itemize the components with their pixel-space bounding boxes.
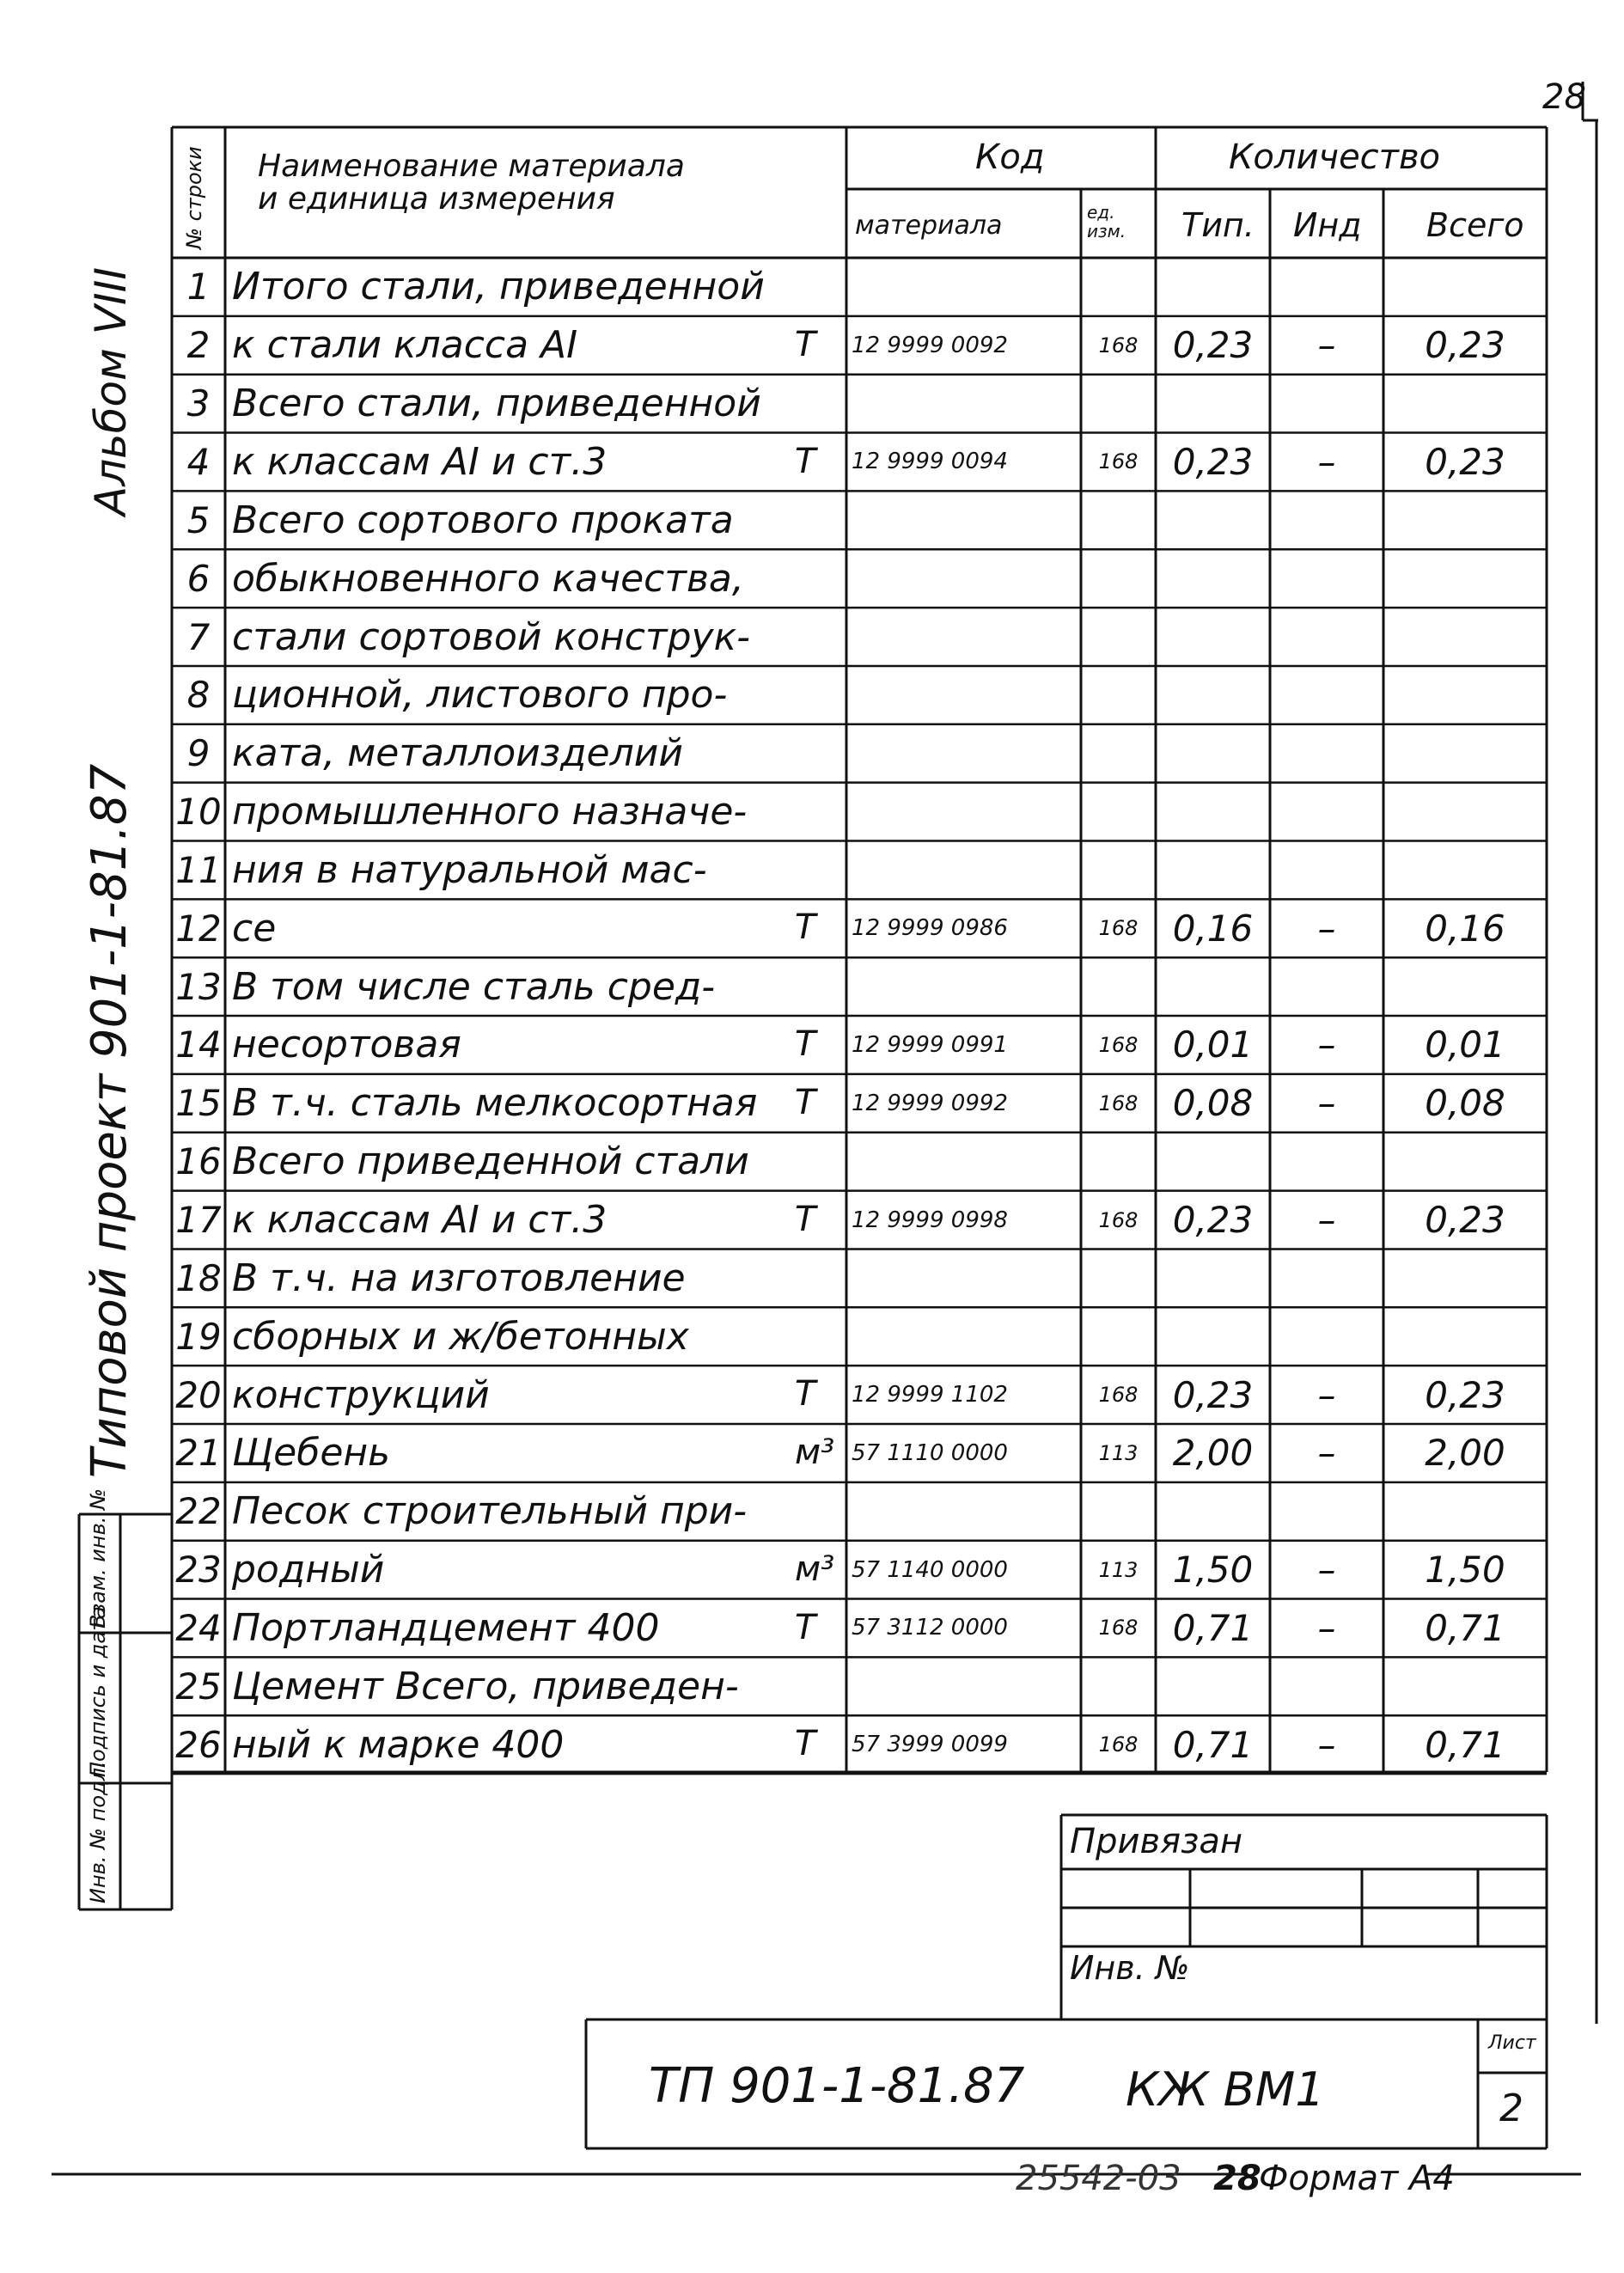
qty-total [1383, 724, 1547, 783]
material-name: конструкций [232, 1372, 490, 1417]
unit-code [1081, 724, 1156, 783]
row-number: 25 [175, 1665, 222, 1708]
material-name: к классам АI и ст.3 [232, 439, 607, 484]
qty-ind [1270, 841, 1383, 900]
qty-ind: – [1317, 1723, 1336, 1766]
row-number: 24 [175, 1606, 222, 1649]
qty-ind [1270, 957, 1383, 1016]
qty-ind: – [1317, 1373, 1336, 1416]
qty-ind [1270, 1133, 1383, 1191]
material-name: к стали класса АI [232, 323, 578, 368]
qty-ind [1270, 1482, 1383, 1541]
material-code [846, 957, 1086, 1016]
qty-total: 0,23 [1425, 1373, 1505, 1416]
unit-of-measure: Т [795, 1724, 816, 1764]
qty-total [1383, 1482, 1547, 1541]
unit-code [1081, 1657, 1156, 1715]
qty-ind [1270, 1657, 1383, 1715]
page-copy-number: 28 [1213, 2159, 1261, 2198]
material-name: стали сортовой конструк- [232, 614, 751, 659]
unit-of-measure: м³ [795, 1549, 835, 1589]
material-code: 57 1110 0000 [852, 1439, 1008, 1466]
material-code: 12 9999 0998 [852, 1207, 1008, 1233]
unit-code [1081, 258, 1156, 316]
material-code: 57 3999 0099 [852, 1732, 1008, 1758]
row-number: 11 [175, 848, 222, 891]
material-code [846, 1482, 1086, 1541]
qty-typ [1156, 841, 1270, 900]
material-code: 12 9999 0991 [852, 1031, 1008, 1058]
qty-typ [1156, 1307, 1270, 1366]
material-name: родный [232, 1548, 385, 1592]
material-name: Всего стали, приведенной [232, 382, 761, 426]
row-number: 23 [175, 1549, 222, 1592]
qty-total: 0,71 [1425, 1606, 1505, 1649]
qty-typ: 0,23 [1172, 440, 1254, 483]
row-number: 3 [186, 382, 211, 425]
unit-code [1081, 783, 1156, 841]
material-code [846, 375, 1086, 433]
row-number: 1 [186, 266, 211, 309]
qty-total [1383, 258, 1547, 316]
material-code: 12 9999 0986 [852, 915, 1008, 942]
qty-ind [1270, 724, 1383, 783]
qty-total [1383, 549, 1547, 608]
qty-ind [1270, 491, 1383, 549]
qty-total [1383, 1307, 1547, 1366]
qty-ind: – [1317, 1432, 1336, 1475]
qty-total: 1,50 [1425, 1549, 1505, 1592]
qty-typ: 0,16 [1172, 907, 1254, 950]
qty-total: 0,23 [1425, 440, 1505, 483]
unit-code [1081, 1307, 1156, 1366]
material-name: сборных и ж/бетонных [232, 1314, 689, 1359]
unit-code [1081, 1133, 1156, 1191]
material-code [846, 666, 1086, 724]
sheet-number: 2 [1499, 2087, 1523, 2130]
unit-code [1081, 841, 1156, 900]
row-number: 13 [175, 965, 222, 1008]
material-name: В т.ч. сталь мелкосортная [232, 1081, 758, 1126]
qty-typ [1156, 549, 1270, 608]
unit-of-measure: Т [795, 1082, 816, 1122]
unit-of-measure: Т [795, 441, 816, 481]
qty-ind: – [1317, 1199, 1336, 1242]
material-name: ния в натуральной мас- [232, 847, 707, 892]
qty-typ [1156, 666, 1270, 724]
header-name: Наименование материала и единица измерения [258, 149, 685, 217]
qty-typ [1156, 1249, 1270, 1307]
unit-code: 168 [1098, 916, 1139, 941]
qty-typ: 0,08 [1172, 1082, 1254, 1125]
stamp-label-replace: Взам. инв. № [86, 1488, 110, 1628]
row-number: 14 [175, 1023, 222, 1066]
unit-code [1081, 549, 1156, 608]
qty-typ [1156, 375, 1270, 433]
format-label: Формат А4 [1259, 2159, 1455, 2198]
material-name: Портландцемент 400 [232, 1605, 660, 1650]
qty-total: 2,00 [1425, 1432, 1505, 1475]
unit-of-measure: Т [795, 324, 816, 364]
qty-typ: 1,50 [1172, 1549, 1254, 1592]
material-code [846, 783, 1086, 841]
qty-typ: 0,23 [1172, 1199, 1254, 1242]
qty-typ: 0,71 [1172, 1606, 1254, 1649]
material-name: В том числе сталь сред- [232, 964, 716, 1009]
row-number: 17 [175, 1199, 222, 1242]
material-code [846, 724, 1086, 783]
qty-typ: 0,01 [1172, 1023, 1254, 1066]
material-code: 57 1140 0000 [852, 1556, 1008, 1583]
row-number: 9 [186, 732, 211, 775]
material-code: 12 9999 1102 [852, 1382, 1008, 1408]
archive-number: 25542-03 [1016, 2159, 1181, 2198]
row-number: 10 [175, 791, 222, 834]
qty-typ [1156, 724, 1270, 783]
qty-total [1383, 1133, 1547, 1191]
unit-code [1081, 491, 1156, 549]
sheet-label: Лист [1488, 2032, 1536, 2054]
qty-ind: – [1317, 1023, 1336, 1066]
material-name: Итого стали, приведенной [232, 265, 765, 309]
qty-total: 0,01 [1425, 1023, 1505, 1066]
unit-code: 168 [1098, 1091, 1139, 1115]
row-number: 18 [175, 1256, 222, 1299]
qty-ind [1270, 549, 1383, 608]
qty-total [1383, 666, 1547, 724]
qty-ind: – [1317, 440, 1336, 483]
row-number: 4 [186, 440, 211, 483]
unit-code: 168 [1098, 1207, 1139, 1232]
unit-of-measure: Т [795, 907, 816, 948]
unit-code: 168 [1098, 1732, 1139, 1757]
qty-total: 0,23 [1425, 1199, 1505, 1242]
qty-ind [1270, 666, 1383, 724]
material-code [846, 258, 1086, 316]
unit-code: 168 [1098, 1616, 1139, 1641]
qty-total [1383, 375, 1547, 433]
row-number: 12 [175, 907, 222, 950]
unit-of-measure: Т [795, 1024, 816, 1065]
material-code [846, 608, 1086, 666]
qty-total [1383, 1657, 1547, 1715]
unit-code: 168 [1098, 1383, 1139, 1408]
qty-total [1383, 957, 1547, 1016]
stamp-label-inv: Инв. № подл. [86, 1761, 110, 1903]
header-quantity: Количество [1229, 137, 1441, 177]
material-code [846, 1249, 1086, 1307]
doc-code: ТП 901-1-81.87 [649, 2058, 1025, 2114]
material-name: к классам АI и ст.3 [232, 1198, 607, 1243]
project-label: Типовой проект 901-1-81.87 [82, 763, 137, 1478]
row-number: 26 [175, 1723, 222, 1766]
qty-ind [1270, 783, 1383, 841]
material-code: 57 3112 0000 [852, 1615, 1008, 1641]
qty-total [1383, 783, 1547, 841]
material-name: се [232, 906, 277, 950]
unit-of-measure: Т [795, 1374, 816, 1415]
material-name: Цемент Всего, приведен- [232, 1664, 739, 1708]
unit-code [1081, 957, 1156, 1016]
qty-ind [1270, 1307, 1383, 1366]
qty-ind [1270, 1249, 1383, 1307]
qty-typ [1156, 1657, 1270, 1715]
album-label: Альбом VIII [86, 266, 136, 516]
header-code-material: материала [855, 211, 1003, 241]
qty-typ [1156, 783, 1270, 841]
material-code [846, 1657, 1086, 1715]
header-row-number: № строки [182, 146, 206, 249]
qty-ind: – [1317, 1606, 1336, 1649]
material-name: ционной, листового про- [232, 673, 728, 718]
unit-code [1081, 608, 1156, 666]
material-name: В т.ч. на изготовление [232, 1256, 686, 1300]
unit-code [1081, 666, 1156, 724]
qty-typ [1156, 1482, 1270, 1541]
qty-typ: 0,71 [1172, 1723, 1254, 1766]
row-number: 19 [175, 1315, 222, 1358]
stamp-label-sign: Подпись и дата [86, 1606, 110, 1777]
material-code: 12 9999 0094 [852, 449, 1008, 475]
qty-total [1383, 491, 1547, 549]
row-number: 5 [186, 498, 211, 541]
qty-typ [1156, 1133, 1270, 1191]
header-qty-typ: Тип. [1181, 206, 1255, 244]
material-name: несортовая [232, 1023, 461, 1067]
unit-code: 113 [1098, 1557, 1139, 1582]
qty-total: 0,71 [1425, 1723, 1505, 1766]
material-code [846, 549, 1086, 608]
qty-typ: 2,00 [1172, 1432, 1254, 1475]
material-name: обыкновенного качества, [232, 556, 744, 601]
row-number: 21 [175, 1432, 222, 1475]
qty-typ [1156, 957, 1270, 1016]
row-number: 22 [175, 1490, 222, 1533]
header-qty-total: Всего [1426, 206, 1524, 244]
material-code: 12 9999 0992 [852, 1090, 1008, 1116]
unit-code [1081, 1249, 1156, 1307]
row-number: 20 [175, 1373, 222, 1416]
qty-typ [1156, 258, 1270, 316]
unit-of-measure: м³ [795, 1433, 835, 1472]
material-name: Щебень [232, 1431, 391, 1476]
qty-total: 0,16 [1425, 907, 1505, 950]
doc-mark: КЖ ВМ1 [1126, 2062, 1325, 2117]
material-name: ный к марке 400 [232, 1722, 565, 1767]
qty-ind: – [1317, 1082, 1336, 1125]
qty-total [1383, 1249, 1547, 1307]
header-code-unit: ед. изм. [1087, 202, 1126, 241]
qty-ind: – [1317, 324, 1336, 367]
binding-inv-label: Инв. № [1070, 1949, 1190, 1987]
qty-total: 0,23 [1425, 324, 1505, 367]
row-number: 6 [186, 557, 211, 600]
header-code: Код [975, 137, 1045, 177]
material-code [846, 841, 1086, 900]
qty-ind [1270, 608, 1383, 666]
header-qty-ind: Инд [1293, 206, 1362, 244]
material-code [846, 491, 1086, 549]
qty-ind [1270, 375, 1383, 433]
qty-ind: – [1317, 907, 1336, 950]
material-name: Всего сортового проката [232, 498, 734, 542]
material-name: ката, металлоизделий [232, 731, 683, 776]
row-number: 15 [175, 1082, 222, 1125]
material-name: промышленного назначе- [232, 790, 748, 834]
row-number: 8 [186, 674, 211, 717]
unit-code: 168 [1098, 1032, 1139, 1057]
material-code [846, 1133, 1086, 1191]
unit-code: 168 [1098, 333, 1139, 357]
row-number: 16 [175, 1140, 222, 1183]
material-code [846, 1307, 1086, 1366]
qty-ind: – [1317, 1549, 1336, 1592]
material-name: Всего приведенной стали [232, 1140, 749, 1184]
material-name: Песок строительный при- [232, 1489, 748, 1534]
row-number: 2 [186, 324, 211, 367]
unit-code [1081, 1482, 1156, 1541]
qty-ind [1270, 258, 1383, 316]
unit-of-measure: Т [795, 1199, 816, 1239]
binding-title: Привязан [1070, 1822, 1243, 1861]
unit-of-measure: Т [795, 1607, 816, 1647]
page-number: 28 [1542, 77, 1586, 117]
qty-total: 0,08 [1425, 1082, 1505, 1125]
qty-typ: 0,23 [1172, 324, 1254, 367]
qty-typ: 0,23 [1172, 1373, 1254, 1416]
unit-code: 168 [1098, 449, 1139, 474]
unit-code: 113 [1098, 1440, 1139, 1465]
material-code: 12 9999 0092 [852, 332, 1008, 358]
qty-typ [1156, 491, 1270, 549]
qty-total [1383, 841, 1547, 900]
qty-total [1383, 608, 1547, 666]
unit-code [1081, 375, 1156, 433]
qty-typ [1156, 608, 1270, 666]
row-number: 7 [186, 615, 211, 658]
